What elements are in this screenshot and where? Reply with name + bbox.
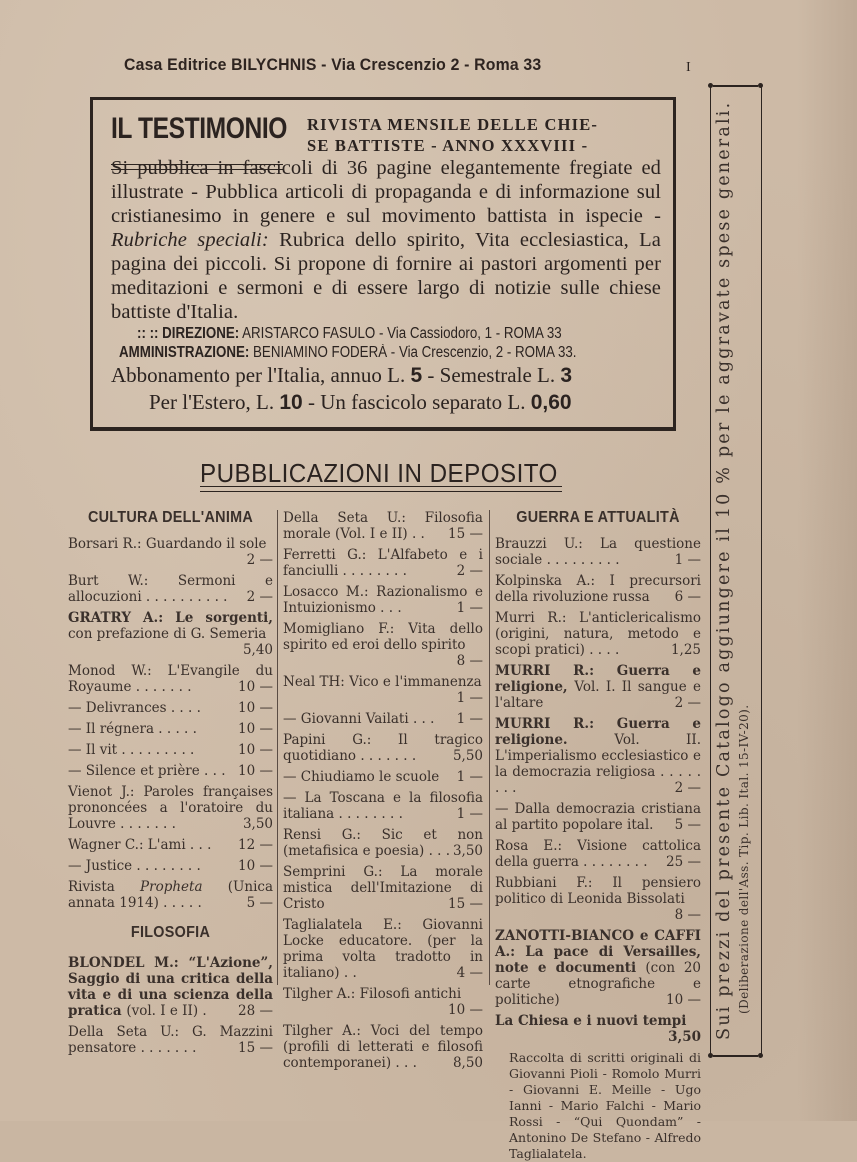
section-heading-filosofia: FILOSOFIA bbox=[130, 924, 211, 941]
book-price: 28 — bbox=[238, 1003, 273, 1019]
book-text: — Giovanni Vailati . . . bbox=[283, 711, 435, 727]
publisher-header: Casa Editrice BILYCHNIS - Via Crescenzio 2 - Roma 33 bbox=[124, 55, 542, 74]
book-text: Vienot J.: Paroles françaises prononcées a l'oratoire du Louvre . . . . . . . bbox=[68, 784, 273, 832]
book-text: (con 20 carte etnografiche e politiche) bbox=[495, 960, 701, 1008]
book-price: 15 — bbox=[448, 526, 483, 542]
book-text: — Delivrances . . . . bbox=[68, 700, 201, 716]
guerra-list bbox=[495, 536, 701, 1008]
featured-book-note: Raccolta di scritti originali di Giovanni Pioli - Romolo Murri - Giovanni E. Meille - Ugo Ianni - Mario Falchi - Mario Rossi - “Qui Quondam” - Antonino De Stefano - Alfredo Taglialatela. bbox=[509, 1050, 701, 1161]
featured-book: La Chiesa e i nuovi tempi 3,50 bbox=[495, 1013, 701, 1045]
book-price: 3,50 bbox=[452, 843, 483, 859]
book-entry bbox=[283, 711, 483, 727]
book-text: — La Toscana e la filosofia italiana . . . . . . . . bbox=[283, 790, 483, 822]
book-text: — Justice . . . . . . . . bbox=[68, 858, 201, 874]
book-text: Vol. I. Il sangue e l'altare bbox=[495, 679, 701, 711]
book-text: Wagner C.: L'ami . . . bbox=[68, 837, 212, 853]
book-text: — Il vit . . . . . . . . . bbox=[68, 742, 195, 758]
subscription-italy: Abbonamento per l'Italia, annuo L. 5 - Semestrale L. 3 bbox=[111, 363, 573, 387]
book-text: Tilgher A.: Filosofi antichi bbox=[283, 986, 462, 1002]
book-entry bbox=[283, 674, 483, 706]
filosofia-list-left bbox=[68, 955, 273, 1056]
book-entry bbox=[495, 536, 701, 568]
book-entry bbox=[283, 621, 483, 669]
book-price: 5,50 bbox=[452, 748, 483, 764]
book-price: 10 — bbox=[238, 858, 273, 874]
book-text: Rubbiani F.: Il pensiero politico di Leonida Bissolati bbox=[495, 875, 701, 907]
publications-title: PUBBLICAZIONI IN DEPOSITO bbox=[200, 458, 558, 488]
book-entry bbox=[283, 584, 483, 616]
book-price: 1 — bbox=[456, 806, 483, 822]
book-price: 1 — bbox=[456, 690, 483, 706]
frame-corner-dot bbox=[758, 1053, 763, 1058]
book-text: — Silence et prière . . . bbox=[68, 763, 226, 779]
book-price: 6 — bbox=[674, 589, 701, 605]
magazine-subtitle bbox=[307, 114, 598, 156]
book-entry bbox=[495, 716, 701, 796]
book-entry bbox=[68, 610, 273, 658]
magazine-description: Si pubblica in fascicoli di 36 pagine elegantemente fregiate ed illustrate - Pubblica articoli di propaganda e di informazione sul cristianesimo in genere e sul movimento battista in ispecie - Rubriche speciali: Rubrica dello spirito, Vita ecclesiastica, La pagina dei piccoli. Si propone di fornire ai pastori argomenti per meditazioni e sermoni e di essere largo di notizie sulle chiese battiste d'Italia. bbox=[111, 157, 661, 323]
book-price: 2 — bbox=[246, 589, 273, 605]
book-author-title: MURRI R.: Guerra e religione. bbox=[495, 716, 701, 748]
book-price: 15 — bbox=[238, 1040, 273, 1056]
book-entry bbox=[68, 763, 273, 779]
section-heading-cultura: CULTURA DELL'ANIMA bbox=[87, 509, 254, 526]
publications-title-rule bbox=[200, 486, 562, 492]
book-text: — Chiudiamo le scuole bbox=[283, 769, 440, 785]
book-entry bbox=[68, 879, 273, 911]
book-entry bbox=[68, 858, 273, 874]
book-price: 4 — bbox=[456, 965, 483, 981]
book-price: 1,25 bbox=[670, 642, 701, 658]
book-price: 2 — bbox=[674, 695, 701, 711]
book-price: 10 — bbox=[238, 721, 273, 737]
side-notice-main: Sui prezzi del presente Catalogo aggiungere il 10 % per le aggravate spese generali. bbox=[714, 100, 734, 1040]
book-text: Monod W.: L'Evangile du Royaume . . . . . . . bbox=[68, 663, 273, 695]
book-text: Della Seta U.: Filosofia morale (Vol. I e II) . . bbox=[283, 510, 483, 542]
book-price: 10 — bbox=[238, 700, 273, 716]
book-entry bbox=[68, 1024, 273, 1056]
book-price: 5 — bbox=[246, 895, 273, 911]
book-text: Burt W.: Sermoni e allocuzioni . . . . . . . . . . bbox=[68, 573, 273, 605]
section-heading-guerra: GUERRA E ATTUALITÀ bbox=[516, 509, 680, 526]
book-text: Momigliano F.: Vita dello spirito ed eroi dello spirito bbox=[283, 621, 483, 653]
book-entry bbox=[283, 769, 483, 785]
book-price: 10 — bbox=[448, 1002, 483, 1018]
book-price: 10 — bbox=[238, 679, 273, 695]
book-price: 2 — bbox=[456, 563, 483, 579]
book-price: 2 — bbox=[674, 780, 701, 796]
column-divider bbox=[277, 510, 278, 985]
book-entry bbox=[283, 864, 483, 912]
book-text: Losacco M.: Razionalismo e Intuizionismo . . . bbox=[283, 584, 483, 616]
column-right bbox=[495, 506, 701, 1162]
book-italic-title: Propheta bbox=[140, 879, 203, 895]
book-price: 1 — bbox=[456, 600, 483, 616]
administration-line: AMMINISTRAZIONE: BENIAMINO FODERÀ - Via Crescenzio, 2 - ROMA 33. bbox=[119, 344, 577, 361]
book-price: 8 — bbox=[674, 907, 701, 923]
book-author-title: GRATRY A.: Le sorgenti, bbox=[68, 610, 273, 626]
page-number: I bbox=[686, 60, 691, 75]
book-entry bbox=[495, 610, 701, 658]
book-author-title: BLONDEL M.: “L'Azione”, Saggio di una critica della vita e di una scienza della pratica bbox=[68, 955, 273, 1019]
title-double-rule bbox=[111, 164, 283, 170]
book-price: 10 — bbox=[238, 763, 273, 779]
column-left bbox=[68, 506, 273, 1061]
book-text: con prefazione di G. Semeria bbox=[68, 626, 267, 642]
book-entry bbox=[283, 547, 483, 579]
column-divider bbox=[489, 510, 490, 985]
subtitle-line: SE BATTISTE - ANNO XXXVIII - bbox=[307, 136, 589, 155]
book-entry bbox=[283, 1023, 483, 1071]
book-price: 1 — bbox=[674, 552, 701, 568]
book-text: — Dalla democrazia cristiana al partito popolare ital. bbox=[495, 801, 701, 833]
side-notice bbox=[712, 85, 752, 1050]
magazine-title: IL TESTIMONIO bbox=[111, 112, 287, 145]
cultura-list bbox=[68, 536, 273, 911]
book-text: (Unica annata 1914) . . . . . bbox=[68, 879, 273, 911]
book-text: Papini G.: Il tragico quotidiano . . . . . . . bbox=[283, 732, 483, 764]
book-entry bbox=[495, 928, 701, 1008]
book-text: Rivista bbox=[68, 879, 141, 895]
book-price: 1 — bbox=[456, 769, 483, 785]
frame-bottom-rule bbox=[713, 1055, 758, 1057]
subtitle-line: RIVISTA MENSILE DELLE CHIE- bbox=[307, 115, 599, 134]
book-price: 10 — bbox=[238, 742, 273, 758]
subscription-abroad: Per l'Estero, L. 10 - Un fascicolo separato L. 0,60 bbox=[149, 390, 572, 414]
book-entry bbox=[68, 700, 273, 716]
book-text: Della Seta U.: G. Mazzini pensatore . . . . . . . bbox=[68, 1024, 273, 1056]
book-price: 5,40 bbox=[242, 642, 273, 658]
book-entry bbox=[68, 784, 273, 832]
book-entry bbox=[495, 838, 701, 870]
filosofia-list-middle bbox=[283, 510, 483, 1071]
book-text: Ferretti G.: L'Alfabeto e i fanciulli . . . . . . . . bbox=[283, 547, 483, 579]
book-price: 15 — bbox=[448, 896, 483, 912]
book-entry bbox=[68, 536, 273, 568]
book-price: 3,50 bbox=[242, 816, 273, 832]
book-text: Brauzzi U.: La questione sociale . . . . . . . . . bbox=[495, 536, 701, 568]
book-price: 1 — bbox=[456, 711, 483, 727]
book-price: 25 — bbox=[666, 854, 701, 870]
side-notice-sub: (Deliberazione dell'Ass. Tip. Lib. Ital. 15-IV-20). bbox=[737, 704, 751, 1014]
book-text: Neal TH: Vico e l'immanenza bbox=[283, 674, 482, 690]
book-price: 2 — bbox=[246, 552, 273, 568]
book-entry bbox=[283, 986, 483, 1018]
book-text: Taglialatela E.: Giovanni Locke educatore. (per la prima volta tradotto in italiano) . . bbox=[283, 917, 483, 981]
book-entry bbox=[283, 827, 483, 859]
book-author-title: MURRI R.: Guerra e religione, bbox=[495, 663, 701, 695]
book-text: Rosa E.: Visione cattolica della guerra . . . . . . . . bbox=[495, 838, 701, 870]
book-entry bbox=[68, 721, 273, 737]
book-entry bbox=[68, 742, 273, 758]
book-entry bbox=[495, 801, 701, 833]
book-entry bbox=[68, 573, 273, 605]
book-price: 10 — bbox=[666, 992, 701, 1008]
book-author-title: ZANOTTI-BIANCO e CAFFI A.: La pace di Versailles, note e documenti bbox=[495, 928, 701, 976]
book-entry bbox=[495, 663, 701, 711]
direction-line: :: :: DIREZIONE: ARISTARCO FASULO - Via Cassiodoro, 1 - ROMA 33 bbox=[137, 325, 562, 342]
book-text: (vol. I e II) . bbox=[126, 1003, 207, 1019]
frame-corner-dot bbox=[758, 83, 763, 88]
book-text: Semprini G.: La morale mistica dell'Imitazione di Cristo bbox=[283, 864, 483, 912]
il-testimonio-advertisement bbox=[90, 97, 676, 431]
book-entry bbox=[68, 837, 273, 853]
book-price: 5 — bbox=[674, 817, 701, 833]
book-text: Kolpinska A.: I precursori della rivoluzione russa bbox=[495, 573, 701, 605]
book-text: Rensi G.: Sic et non (metafisica e poesia) . . . bbox=[283, 827, 483, 859]
book-entry bbox=[283, 917, 483, 981]
book-text: Tilgher A.: Voci del tempo (profili di letterati e filosofi contemporanei) . . . bbox=[283, 1023, 483, 1071]
book-entry bbox=[283, 510, 483, 542]
book-entry bbox=[68, 663, 273, 695]
book-entry bbox=[283, 790, 483, 822]
book-price: 12 — bbox=[238, 837, 273, 853]
book-text: Murri R.: L'anticlericalismo (origini, natura, metodo e scopi pratici) . . . . bbox=[495, 610, 701, 658]
column-middle bbox=[283, 510, 483, 1076]
book-text: Borsari R.: Guardando il sole bbox=[68, 536, 267, 552]
book-text: — Il régnera . . . . . bbox=[68, 721, 197, 737]
book-entry bbox=[495, 573, 701, 605]
book-entry bbox=[283, 732, 483, 764]
book-entry bbox=[68, 955, 273, 1019]
book-entry bbox=[495, 875, 701, 923]
book-text: Vol. II. L'imperialismo ecclesiastico e la democrazia religiosa . . . . . . . . bbox=[495, 732, 701, 796]
page-edge-shadow bbox=[797, 0, 857, 1121]
book-price: 8 — bbox=[456, 653, 483, 669]
rubrics-label: Rubriche speciali: bbox=[111, 229, 269, 251]
book-price: 8,50 bbox=[452, 1055, 483, 1071]
